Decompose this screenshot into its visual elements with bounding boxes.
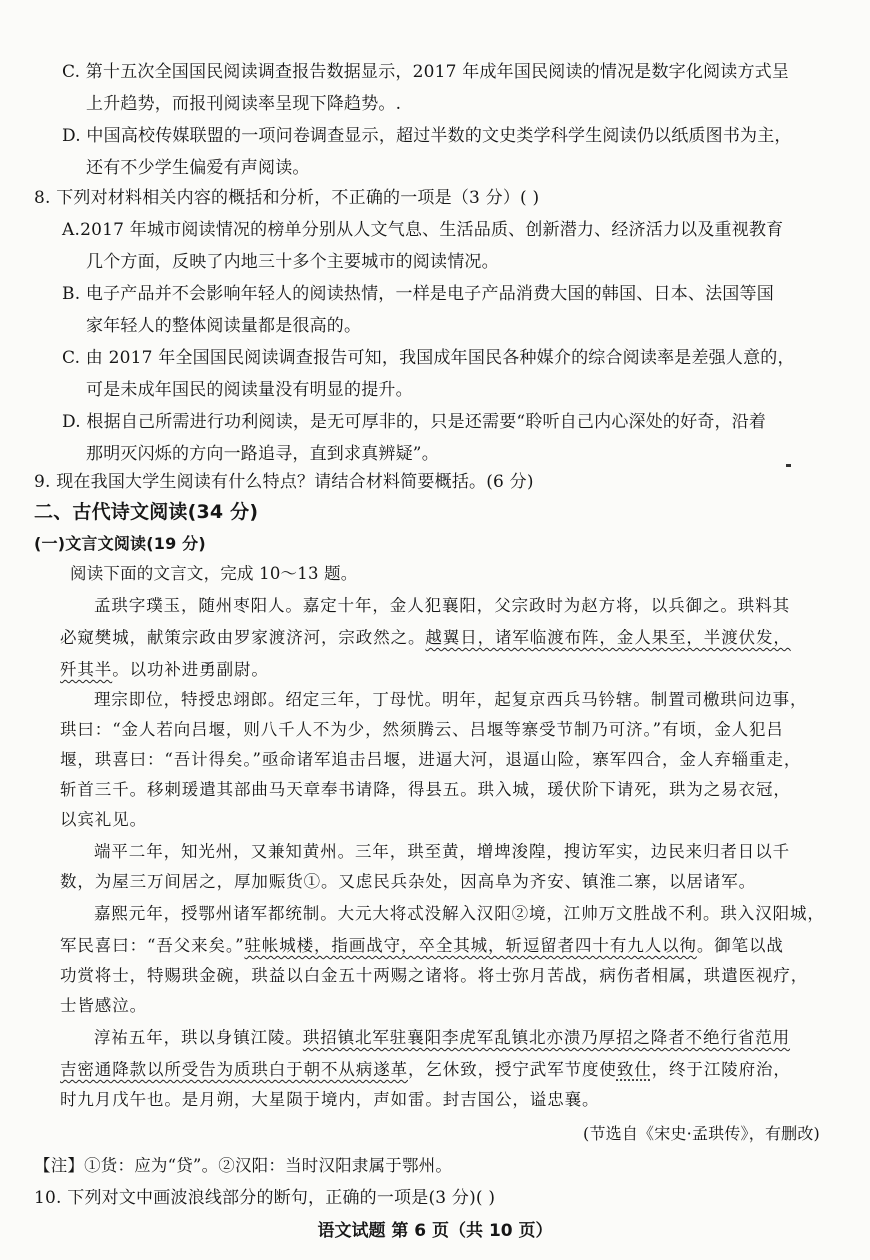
q10-stem: 10. 下列对文中画波浪线部分的断句，正确的一项是(3 分)( ) [34,1188,496,1208]
passage-p1-line2 [60,626,791,650]
passage-text: 必窥樊城，献策宗政由罗家渡济河，宗政然之。 [60,628,426,647]
passage-p1-line1: 孟珙字璞玉，随州枣阳人。嘉定十年，金人犯襄阳，父宗政时为赵方将，以兵御之。珙料其 [94,596,790,615]
passage-p4-line1: 嘉熙元年，授鄂州诸军都统制。大元大将忒没解入汉阳②境，江帅万文胜战不利。珙入汉阳城， [94,904,825,923]
passage-instruction: 阅读下面的文言文，完成 10～13 题。 [70,564,358,583]
passage-text: 。御笔以战 [696,936,784,955]
wavy-underlined-text: 珙招镇北军驻襄阳李虎军乱镇北亦溃乃厚招之降者不绝行省范用 [302,1028,791,1047]
q8-option-a-line1: A.2017 年城市阅读情况的榜单分别从人文气息、生活品质、创新潜力、经济活力以及重视教育 [62,220,784,240]
scan-speck [786,464,791,467]
q8-option-b-line2: 家年轻人的整体阅读量都是很高的。 [86,316,362,336]
passage-text: 军民喜曰：“吾父来矣。” [60,936,245,955]
wavy-underlined-text: 歼其半 [60,660,113,679]
passage-p5-line1 [94,1026,790,1050]
passage-text: ，终于江陵府治， [651,1060,791,1079]
annotation-note: 【注】①货：应为“贷”。②汉阳：当时汉阳隶属于鄂州。 [34,1156,453,1175]
passage-p4-line4: 士皆感泣。 [60,996,147,1015]
passage-source: (节选自《宋史·孟珙传》，有删改) [583,1124,820,1143]
dotted-emphasis-text: 致仕 [616,1060,652,1079]
subsection-title: (一)文言文阅读(19 分) [34,534,206,553]
wavy-underlined-text: 驻帐城楼，指画战守，卒全其城，斩逗留者四十有九人以徇 [244,936,697,955]
q8-option-c-line1: C. 由 2017 年全国国民阅读调查报告可知，我国成年国民各种媒介的综合阅读率是差强人意的， [62,348,795,368]
passage-p2-line5: 以宾礼见。 [60,810,147,829]
passage-p2-line4: 斩首三千。移刺瑗遣其部曲马天章奉书请降，得县五。珙入城，瑗伏阶下请死，珙为之易衣冠， [60,780,791,799]
q8-option-d-line2: 那明灭闪烁的方向一路追寻，直到求真辨疑”。 [86,444,439,464]
q9-stem: 9. 现在我国大学生阅读有什么特点？请结合材料简要概括。(6 分) [34,472,534,492]
passage-text: 。以功补进勇副尉。 [112,660,269,679]
q8-option-d-line1: D. 根据自己所需进行功利阅读，是无可厚非的，只是还需要“聆听自己内心深处的好奇，沿着 [62,412,767,432]
passage-p4-line3: 功赏将士，特赐珙金碗，珙益以白金五十两赐之诸将。将士弥月苦战，病伤者相属，珙遣医视疗， [60,966,809,985]
passage-p2-line3: 堰，珙喜曰：“吾计得矣。”亟命诸军追击吕堰，进逼大河，退逼山险，寨军四合，金人弃辎重走， [60,750,802,769]
passage-p5-line3: 时九月戊午也。是月朔，大星陨于境内，声如雷。封吉国公，谥忠襄。 [60,1090,600,1109]
q8-stem: 8. 下列对材料相关内容的概括和分析，不正确的一项是（3 分）( ) [34,188,540,208]
q8-option-c-line2: 可是未成年国民的阅读量没有明显的提升。 [86,380,413,400]
passage-p1-line3 [60,658,269,682]
page-footer: 语文试题 第 6 页（共 10 页） [317,1221,553,1241]
passage-p5-line2 [60,1058,791,1082]
q7-option-c-line2: 上升趋势，而报刊阅读率呈现下降趋势。. [86,94,402,114]
wavy-underlined-text: 吉密通降款以所受告为质珙白于朝不从病遂革 [60,1060,408,1079]
passage-p2-line1: 理宗即位，特授忠翊郎。绍定三年，丁母忧。明年，起复京西兵马钤辖。制置司檄珙问边事， [94,690,808,709]
q7-option-d-line1: D. 中国高校传媒联盟的一项问卷调查显示，超过半数的文史类学科学生阅读仍以纸质图书为主， [62,126,792,146]
q7-option-d-line2: 还有不少学生偏爱有声阅读。 [86,158,310,178]
q7-option-c-line1: C. 第十五次全国国民阅读调查报告数据显示，2017 年成年国民阅读的情况是数字化阅读方式呈 [62,62,790,82]
passage-p3-line2: 数，为屋三万间居之，厚加赈货①。又虑民兵杂处，因高阜为齐安、镇淮二寨，以居诸军。 [60,872,756,891]
passage-text: 淳祐五年，珙以身镇江陵。 [94,1028,303,1047]
q8-option-b-line1: B. 电子产品并不会影响年轻人的阅读热情，一样是电子产品消费大国的韩国、日本、法国等国 [62,284,774,304]
passage-p3-line1: 端平二年，知光州，又兼知黄州。三年，珙至黄，增埤浚隍，搜访军实，边民来归者日以千 [94,842,790,861]
section-title: 二、古代诗文阅读(34 分) [34,501,259,523]
passage-text: ，乞休致，授宁武军节度使 [408,1060,617,1079]
passage-p2-line2: 珙曰：“金人若向吕堰，则八千人不为少，然须腾云、吕堰等寨受节制乃可济。”有顷，金人犯吕 [60,720,784,739]
passage-p4-line2 [60,934,784,958]
wavy-underlined-text: 越翼日，诸军临渡布阵，金人果至，半渡伏发， [425,628,791,647]
q8-option-a-line2: 几个方面，反映了内地三十多个主要城市的阅读情况。 [86,252,499,272]
